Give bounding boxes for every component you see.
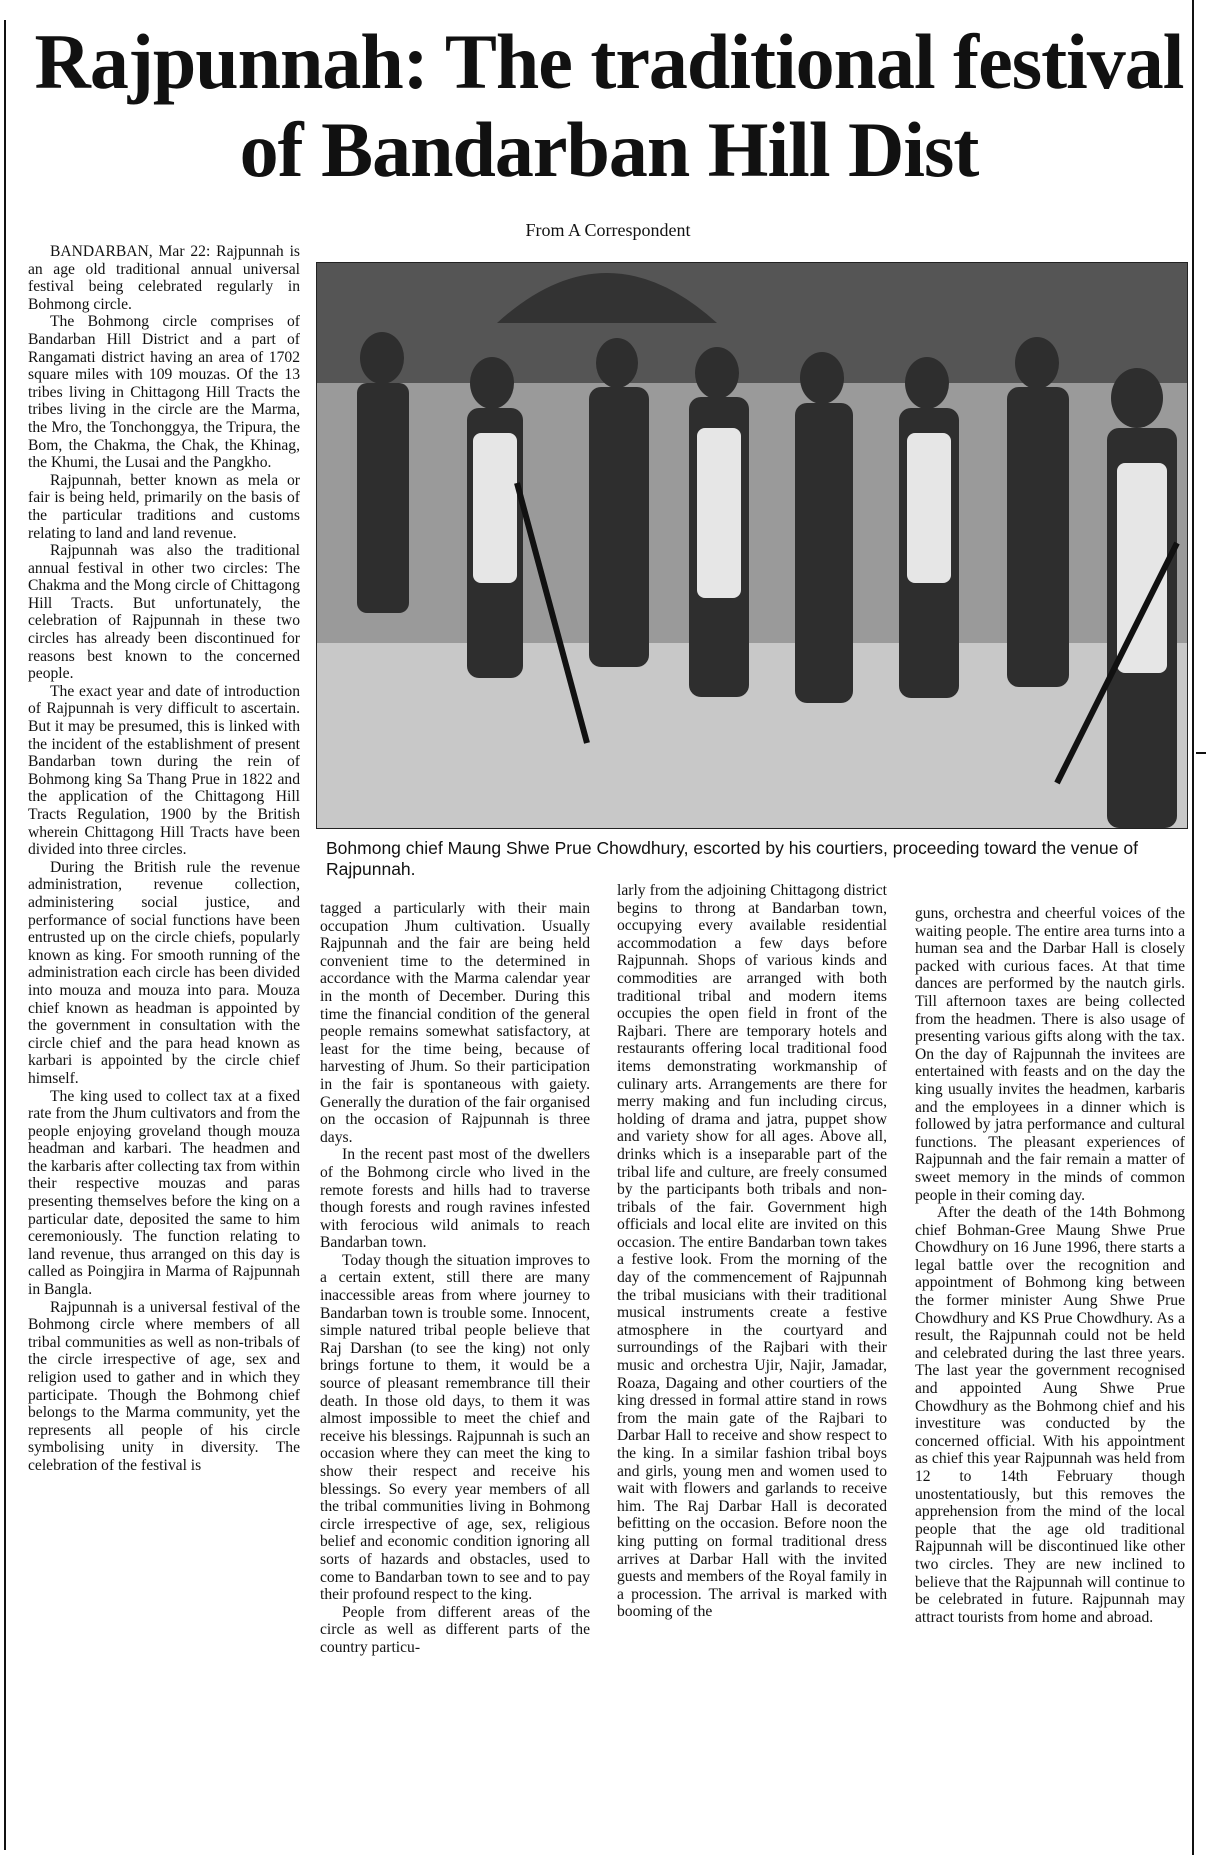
paragraph: During the British rule the revenue administration, revenue collection, administering social justice, and performance of social functions have been entrusted up on the circle chiefs, popularly known as king. For smooth running of the administration each circle has been divided into mouza and mouza into para. Mouza chief known as headman is appointed by the government in consultation with the circle chief and the para head known as karbari is appointed by the circle chief himself. — [28, 858, 300, 1087]
paragraph: Rajpunnah, better known as mela or fair is being held, primarily on the basis of the particular traditions and customs relating to land and land revenue. — [28, 471, 300, 542]
paragraph: tagged a particularly with their main occupation Jhum cultivation. Usually Rajpunnah and the fair are being held convenient time to the determined in accordance with the Marma calendar year in the month of December. During this time the financial condition of the general people remains somewhat satisfactory, at least for the time being, because of harvesting of Jhum. So their participation in the fair is spontaneous with gaiety. Generally the duration of the fair organised on the occasion of Rajpunnah is three days. — [320, 900, 590, 1146]
news-photo — [316, 262, 1188, 829]
article-column-3 — [617, 882, 887, 1621]
paragraph: The king used to collect tax at a fixed rate from the Jhum cultivators and from the people enjoying groveland though mouza headman and karbari. The headmen and the karbaris after collecting tax from within their respective mouzas and paras presenting themselves before the king on a particular date, deposited the same to him ceremoniously. The function relating to land revenue, thus arranged on this day is called as Poingjira in Marma of Rajpunnah in Bangla. — [28, 1087, 300, 1299]
paragraph: BANDARBAN, Mar 22: Rajpunnah is an age old traditional annual universal festival being celebrated regularly in Bohmong circle. — [28, 243, 300, 313]
paragraph: In the recent past most of the dwellers of the Bohmong circle who lived in the remote forests and hills had to traverse though forests and rough ravines infested with ferocious wild animals to reach Bandarban town. — [320, 1146, 590, 1252]
paragraph: Rajpunnah was also the traditional annual festival in other two circles: The Chakma and the Mong circle of Chittagong Hill Tracts. But unfortunately, the celebration of Rajpunnah in these two circles has already been discontinued for reasons best known to the concerned people. — [28, 542, 300, 683]
article-column-2 — [320, 900, 590, 1657]
page-border-left — [4, 20, 6, 1850]
paragraph: guns, orchestra and cheerful voices of the waiting people. The entire area turns into a human sea and the Darbar Hall is closely packed with curious faces. At that time dances are performed by the nautch girls. Till afternoon taxes are being collected from the headmen. There is also usage of presenting various gifts along with the tax. On the day of Rajpunnah the invitees are entertained with feasts and on the day the king usually invites the headmen, karbaris and the employees in a dinner which is followed by jatra performance and cultural functions. The pleasant experiences of Rajpunnah and the fair remain a matter of sweet memory in the minds of common people in their coming day. — [915, 905, 1185, 1204]
fold-mark — [1196, 752, 1206, 754]
column-rule-right — [1192, 0, 1194, 1855]
paragraph: Today though the situation improves to a certain extent, still there are many inaccessible areas from where journey to Bandarban town is trouble some. Innocent, simple natured tribal people believe that Raj Darshan (to see the king) not only brings fortune to them, it would be a source of pleasant remembrance till their death. In those old days, to them it was almost impossible to meet the chief and receive his blessings. Rajpunnah is such an occasion where they can meet the king to show their respect and receive his blessings. So every year members of all the tribal communities living in Bohmong circle irrespective of age, sex, religious belief and economic condition ignoring all sorts of hazards and obstacles, used to come to Bandarban town to see and to pay their profound respect to the king. — [320, 1251, 590, 1604]
paragraph: Rajpunnah is a universal festival of the Bohmong circle where members of all tribal communities as well as non-tribals of the circle irrespective of age, sex and religion used to gather and in which they participate. Though the Bohmong chief belongs to the Marma community, yet the represents all people of his circle symbolising unity in diversity. The celebration of the festival is — [28, 1298, 300, 1474]
photo-illustration — [317, 263, 1187, 828]
paragraph: The exact year and date of introduction of Rajpunnah is very difficult to ascertain. But it may be presumed, this is linked with the incident of the establishment of present Bandarban town during the rein of Bohmong king Sa Thang Prue in 1822 and the application of the Chittagong Hill Tracts Regulation, 1900 by the British wherein Chittagong Hill Tracts have been divided into three circles. — [28, 682, 300, 859]
article-column-4 — [915, 905, 1185, 1626]
paragraph: larly from the adjoining Chittagong district begins to throng at Bandarban town, occupying every available residential accommodation a few days before Rajpunnah. Shops of various kinds and commodities are arranged with both traditional tribal and modern items occupies the open field in front of the Rajbari. There are temporary hotels and restaurants offering local traditional food items demonstrating workmanship of culinary arts. Arrangements are there for merry making and fun including circus, holding of drama and jatra, puppet show and variety show for all ages. Above all, drinks which is a inseparable part of the tribal life and culture, are freely consumed by the participants both tribals and non-tribals of the fair. Government high officials and local elite are invited on this occasion. The entire Bandarban town takes a festive look. From the morning of the day of the commencement of Rajpunnah the tribal musicians with their traditional musical instruments create a festive atmosphere in the courtyard and surroundings of the Rajbari with their music and orchestra Ujir, Najir, Jamadar, Roaza, Dagaing and other courtiers of the king dressed in formal attire stand in rows from the main gate of the Rajbari to Darbar Hall to receive and show respect to the king. In a similar fashion tribal boys and girls, young men and women used to wait with flowers and garlands to receive him. The Raj Darbar Hall is decorated befitting on the occasion. Before noon the king putting on formal traditional dress arrives at Darbar Hall with the invited guests and members of the Royal family in a procession. The arrival is marked with booming of the — [617, 882, 887, 1621]
article-column-1 — [28, 243, 300, 1475]
headline — [24, 18, 1194, 194]
photo-caption: Bohmong chief Maung Shwe Prue Chowdhury, escorted by his courtiers, proceeding toward the venue of Rajpunnah. — [326, 838, 1138, 879]
headline-line-2: of Bandarban Hill Dist — [239, 106, 979, 193]
headline-line-1: Rajpunnah: The traditional festival — [34, 18, 1184, 105]
byline: From A Correspondent — [525, 220, 691, 240]
paragraph: People from different areas of the circle as well as different parts of the country particu- — [320, 1603, 590, 1656]
paragraph: After the death of the 14th Bohmong chief Bohman-Gree Maung Shwe Prue Chowdhury on 16 June 1996, there starts a legal battle over the recognition and appointment of Bohmong king between the former minister Aung Shwe Prue Chowdhury and KS Prue Chowdhury. As a result, the Rajpunnah could not be held and celebrated during the last three years. The last year the government recognised and appointed Aung Shwe Prue Chowdhury as the Bohmong chief and his investiture was conducted by the concerned official. With his appointment as chief this year Rajpunnah was held from 12 to 14th February though unostentatiously, but this removes the apprehension from the mind of the local people that the age old traditional Rajpunnah will be discontinued like other two circles. They are new inclined to believe that the Rajpunnah will continue to be celebrated in future. Rajpunnah may attract tourists from home and abroad. — [915, 1204, 1185, 1626]
paragraph: The Bohmong circle comprises of Bandarban Hill District and a part of Rangamati district having an area of 1702 square miles with 109 mouzas. Of the 13 tribes living in Chittagong Hill Tracts the tribes living in the circle are the Marma, the Mro, the Tonchonggya, the Tripura, the Bom, the Chakma, the Chak, the Khinag, the Khumi, the Lusai and the Pangkho. — [28, 313, 300, 472]
